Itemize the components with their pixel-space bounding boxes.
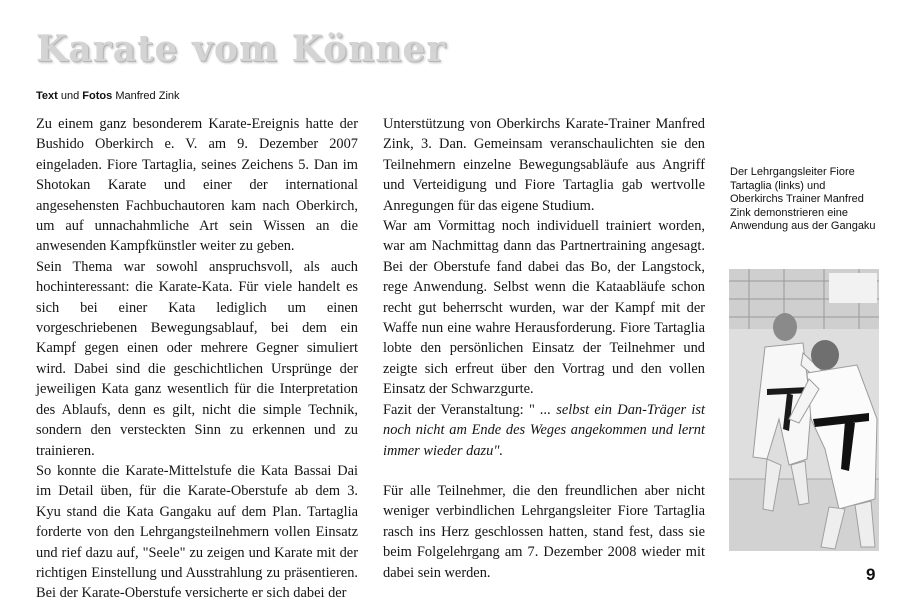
article-title: Karate vom Könner [36,28,447,70]
byline-photos-label: Fotos [82,90,113,102]
photo-caption: Der Lehrgangsleiter Fiore Tartaglia (links) und Oberkirchs Trainer Manfred Zink demonstrieren eine Anwendung aus der Gangaku [730,166,876,233]
karate-photo [729,269,879,551]
article-column-middle [383,114,705,583]
paragraph-spacer [383,461,705,481]
article-column-left [36,114,358,604]
karate-photo-illustration [729,269,879,551]
paragraph: So konnte die Karate-Mittelstufe die Kata Bassai Dai im Detail üben, für die Karate-Oberstufe ab dem 3. Kyu stand die Kata Gangaku auf dem Plan. Tartaglia forderte von den Lehrgangsteilnehmern vollen Einsatz und rief dazu auf, "Seele" zu zeigen und Karate mit der richtigen Einstellung und Ausstrahlung zu präsentieren. Bei der Karate-Oberstufe versicherte er sich dabei der [36,462,358,602]
conclusion-paragraph [383,400,705,461]
paragraph: War am Vormittag noch individuell trainiert worden, war am Nachmittag dann das Partnertraining angesagt. Bei der Oberstufe fand dabei das Bo, der Langstock, rege Anwendung. Selbst wenn die Kataabläufe schon recht gut beherrscht wurden, war der Kampf mit der Waffe nun eine wahre Herausforderung. Fiore Tartaglia lobte den persönlichen Einsatz der Teilnehmer und zeigte sich erfreut über den Vortrag und den vollen Einsatz der Schwarzgurte. [383,218,705,398]
byline-connector: und [60,90,80,102]
paragraph: Zu einem ganz besonderem Karate-Ereignis hatte der Bushido Oberkirch e. V. am 9. Dezember 2007 eingeladen. Fiore Tartaglia, seines Zeichens 5. Dan im Shotokan Karate und einer der international angesehensten Fachbuchautoren kam nach Oberkirch, um auf unnachahmliche Art sein Wissen an die anwesenden Kampfkünstler weiter zu geben. [36,116,358,255]
paragraph: Für alle Teilnehmer, die den freundlichen aber nicht weniger verbindlichen Lehrgangsleiter Fiore Tartaglia rasch ins Herz geschlossen hatten, stand fest, dass sie beim Folgelehrgang am 7. Dezember 2008 wieder mit dabei sein werden. [383,482,705,581]
byline-author: Manfred Zink [115,90,180,102]
page-number: 9 [866,565,876,584]
conclusion-lead: Fazit der Veranstaltung: " [383,401,535,418]
byline-text-label: Text [36,90,58,102]
byline [36,90,180,102]
paragraph: Sein Thema war sowohl anspruchsvoll, als auch hochinteressant: die Karate-Kata. Für viele handelt es sich bei einer Kata lediglich um einen vorgeschriebenen Bewegungsablauf, bei dem ein Kampf gegen einen oder mehrere Gegner simuliert wird. Dabei sind die geschichtlichen Ursprünge der jeweiligen Kata ganz wesentlich für die Interpretation des Ablaufs, denn es gilt, nicht die simple Technik, sondern den versteckten Sinn zu erkennen und zu trainieren. [36,258,358,459]
conclusion-quote: ... selbst ein Dan-Träger ist noch nicht am Ende des Weges angekommen und lernt immer wieder dazu". [383,401,705,459]
paragraph: Unterstützung von Oberkirchs Karate-Trainer Manfred Zink, 3. Dan. Gemeinsam veranschaulichten sie den Teilnehmern einzelne Bewegungsabläufe aus Angriff und Verteidigung und Fiore Tartaglia gab wertvolle Anregungen für das eigene Studium. [383,116,705,214]
